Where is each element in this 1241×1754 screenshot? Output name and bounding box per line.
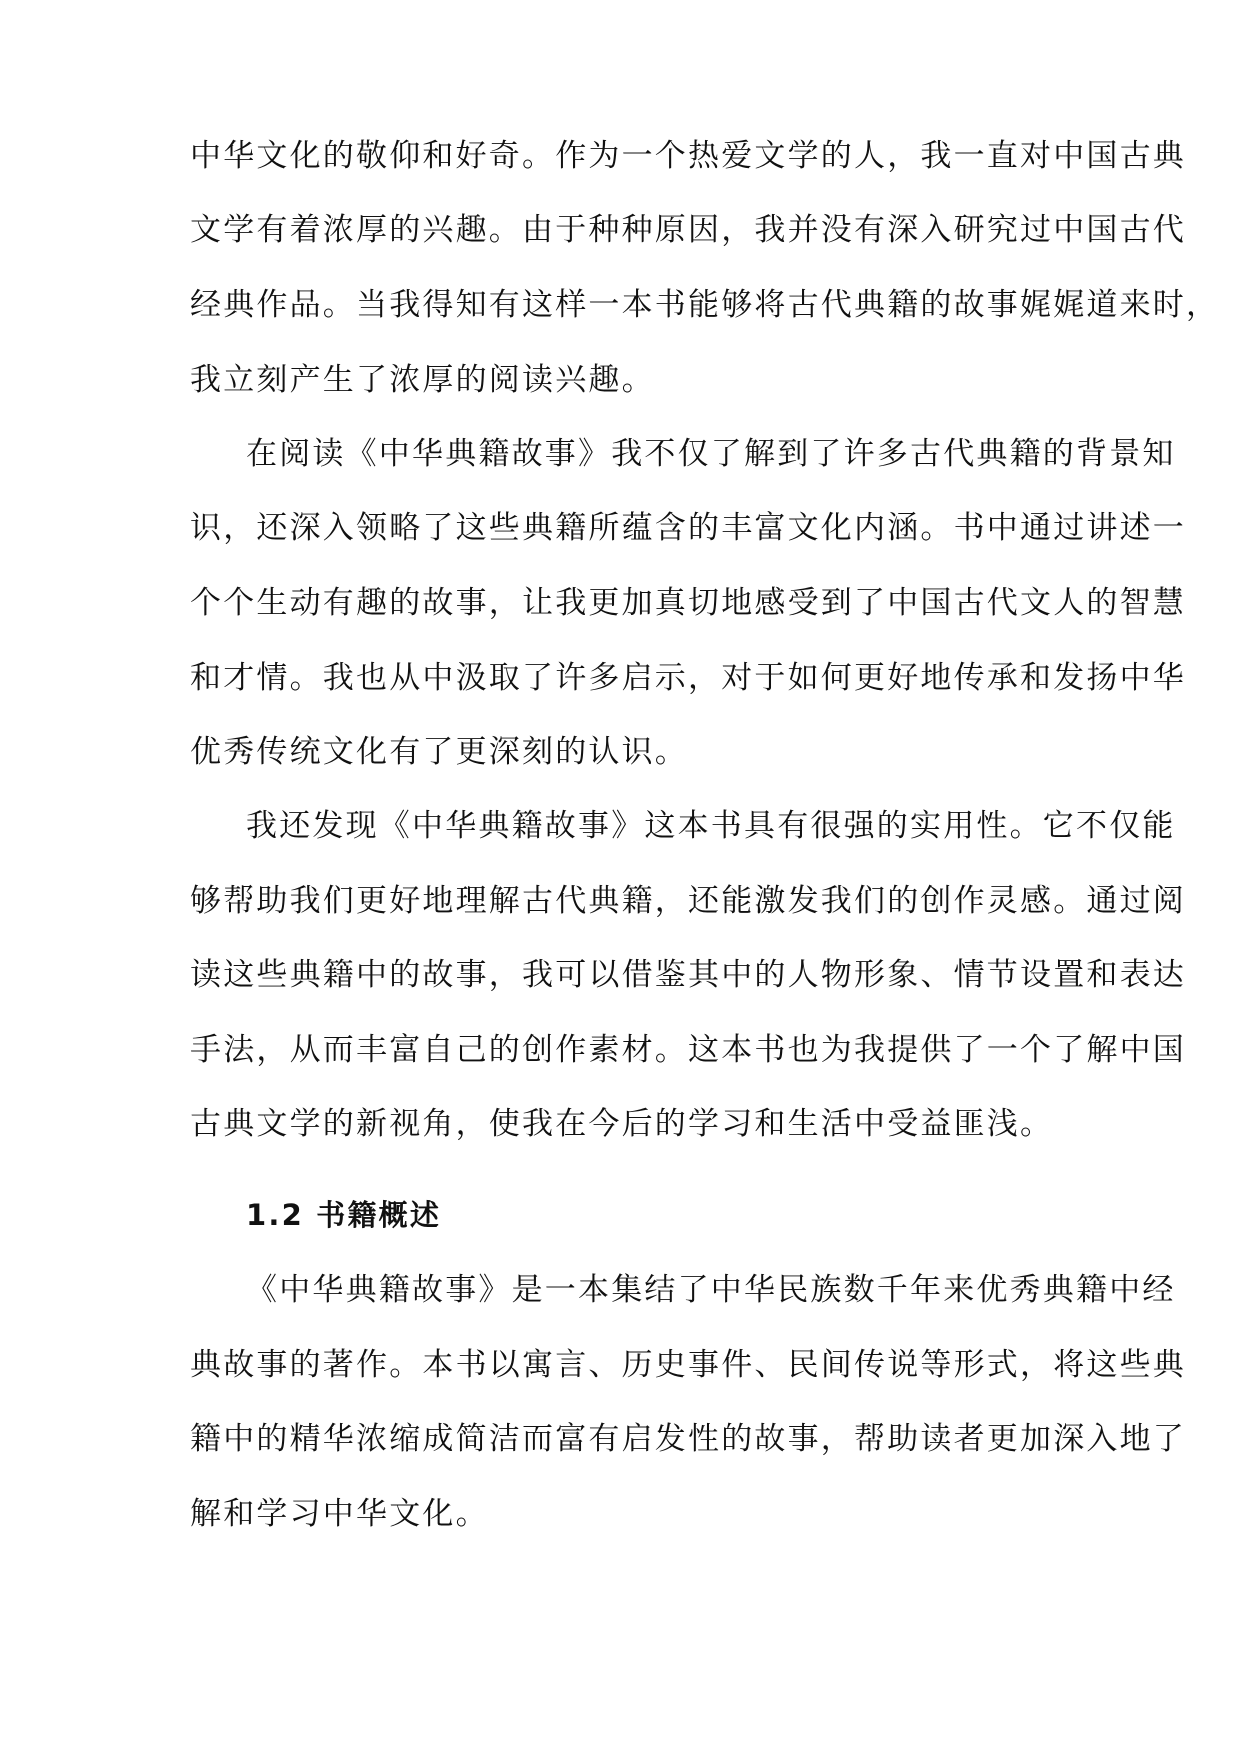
text-line: 经典作品。当我得知有这样一本书能够将古代典籍的故事娓娓道来时， — [190, 287, 1220, 323]
text-line: 籍中的精华浓缩成简洁而富有启发性的故事，帮助读者更加深入地了 — [190, 1421, 1186, 1457]
text-line: 和才情。我也从中汲取了许多启示，对于如何更好地传承和发扬中华 — [190, 660, 1186, 696]
text-line: 中华文化的敬仰和好奇。作为一个热爱文学的人，我一直对中国古典 — [190, 138, 1186, 174]
text-line: 读这些典籍中的故事，我可以借鉴其中的人物形象、情节设置和表达 — [190, 957, 1186, 993]
text-line: 识，还深入领略了这些典籍所蕴含的丰富文化内涵。书中通过讲述一 — [190, 510, 1186, 546]
text-line: 在阅读《中华典籍故事》我不仅了解到了许多古代典籍的背景知 — [246, 436, 1176, 472]
text-line: 典故事的著作。本书以寓言、历史事件、民间传说等形式，将这些典 — [190, 1347, 1186, 1383]
text-line: 文学有着浓厚的兴趣。由于种种原因，我并没有深入研究过中国古代 — [190, 212, 1186, 248]
section-heading: 1.2 书籍概述 — [246, 1198, 442, 1232]
text-line: 手法，从而丰富自己的创作素材。这本书也为我提供了一个了解中国 — [190, 1032, 1186, 1068]
text-line: 古典文学的新视角，使我在今后的学习和生活中受益匪浅。 — [190, 1106, 1054, 1142]
text-line: 优秀传统文化有了更深刻的认识。 — [190, 734, 688, 770]
text-line: 够帮助我们更好地理解古代典籍，还能激发我们的创作灵感。通过阅 — [190, 883, 1186, 919]
text-line: 解和学习中华文化。 — [190, 1496, 489, 1532]
text-line: 《中华典籍故事》是一本集结了中华民族数千年来优秀典籍中经 — [246, 1272, 1176, 1308]
text-line: 我还发现《中华典籍故事》这本书具有很强的实用性。它不仅能 — [246, 808, 1176, 844]
text-line: 我立刻产生了浓厚的阅读兴趣。 — [190, 362, 655, 398]
text-line: 个个生动有趣的故事，让我更加真切地感受到了中国古代文人的智慧 — [190, 585, 1186, 621]
